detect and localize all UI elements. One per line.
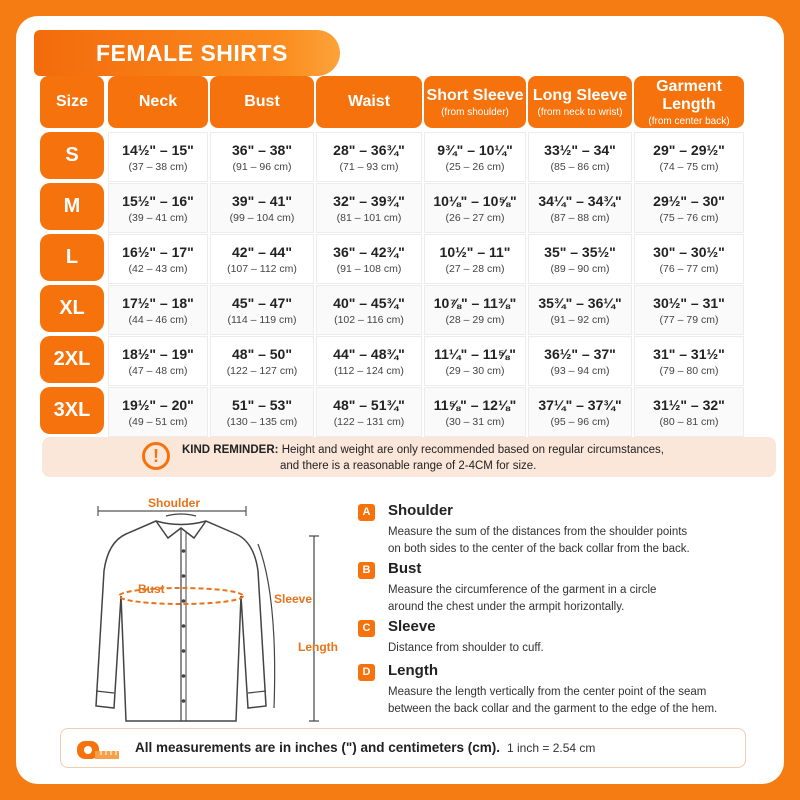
conversion-note: 1 inch = 2.54 cm	[507, 741, 596, 755]
table-cell	[210, 387, 314, 437]
cell-inches: 32" – 39¾"	[333, 192, 405, 209]
column-header	[634, 76, 744, 128]
column-header-label: Garment Length	[656, 77, 722, 113]
column-header	[424, 76, 526, 128]
guide-badge: A	[358, 504, 375, 521]
size-label: M	[40, 183, 104, 230]
table-cell	[316, 285, 422, 335]
column-header-label: Size	[55, 93, 88, 110]
table-cell	[108, 285, 208, 335]
table-cell	[210, 285, 314, 335]
guide-badge: D	[358, 664, 375, 681]
cell-centimeters: (93 – 94 cm)	[550, 364, 610, 377]
cell-inches: 11¼" – 11⅝"	[434, 345, 516, 362]
exclamation-icon: !	[142, 442, 170, 470]
column-header	[210, 76, 314, 128]
guide-description-line: Measure the circumference of the garment in a circle	[388, 584, 657, 596]
cell-centimeters: (71 – 93 cm)	[339, 160, 399, 173]
units-statement: All measurements are in inches (") and centimeters (cm).	[135, 740, 501, 755]
table-cell	[424, 285, 526, 335]
cell-inches: 9¾" – 10¼"	[437, 141, 513, 158]
table-cell	[424, 387, 526, 437]
cell-centimeters: (76 – 77 cm)	[659, 262, 719, 275]
cell-centimeters: (81 – 101 cm)	[336, 211, 402, 224]
table-cell	[424, 132, 526, 182]
table-cell	[316, 336, 422, 386]
guide-item	[358, 502, 758, 560]
guide-title: Shoulder	[388, 502, 454, 519]
cell-centimeters: (91 – 96 cm)	[232, 160, 292, 173]
cell-centimeters: (25 – 26 cm)	[445, 160, 505, 173]
guide-description	[388, 684, 758, 718]
cell-inches: 30½" – 31"	[653, 294, 725, 311]
cell-centimeters: (89 – 90 cm)	[550, 262, 610, 275]
table-cell	[424, 336, 526, 386]
cell-centimeters: (47 – 48 cm)	[128, 364, 188, 377]
cell-centimeters: (28 – 29 cm)	[445, 313, 505, 326]
cell-centimeters: (112 – 124 cm)	[334, 364, 404, 377]
cell-centimeters: (49 – 51 cm)	[128, 415, 188, 428]
cell-centimeters: (44 – 46 cm)	[128, 313, 188, 326]
cell-centimeters: (91 – 92 cm)	[550, 313, 610, 326]
guide-title: Bust	[388, 560, 422, 577]
cell-inches: 19½" – 20"	[122, 396, 194, 413]
cell-inches: 36½" – 37"	[544, 345, 616, 362]
guide-title: Length	[388, 662, 438, 679]
cell-centimeters: (80 – 81 cm)	[659, 415, 719, 428]
cell-centimeters: (27 – 28 cm)	[445, 262, 505, 275]
guide-description-line: Distance from shoulder to cuff.	[388, 642, 544, 654]
cell-inches: 31½" – 32"	[653, 396, 725, 413]
table-cell	[108, 387, 208, 437]
guide-description-line: between the back collar and the garment to the edge of the hem.	[388, 703, 718, 715]
table-cell	[316, 387, 422, 437]
cell-inches: 15½" – 16"	[122, 192, 194, 209]
table-cell	[210, 132, 314, 182]
column-header-sub: (from shoulder)	[441, 106, 509, 118]
guide-description	[388, 582, 758, 616]
cell-centimeters: (107 – 112 cm)	[227, 262, 297, 275]
column-header-label: Long Sleeve	[532, 86, 628, 104]
cell-inches: 10⅞" – 11⅜"	[433, 294, 517, 311]
table-cell	[424, 183, 526, 233]
column-header	[40, 76, 104, 128]
cell-inches: 29½" – 30"	[653, 192, 725, 209]
table-cell	[108, 183, 208, 233]
reminder-text	[182, 442, 664, 474]
cell-centimeters: (87 – 88 cm)	[550, 211, 610, 224]
table-cell	[634, 285, 744, 335]
cell-centimeters: (91 – 108 cm)	[336, 262, 402, 275]
cell-centimeters: (122 – 127 cm)	[226, 364, 298, 377]
kind-reminder	[42, 437, 776, 477]
table-cell	[316, 132, 422, 182]
cell-centimeters: (26 – 27 cm)	[445, 211, 505, 224]
cell-centimeters: (39 – 41 cm)	[128, 211, 188, 224]
cell-centimeters: (85 – 86 cm)	[550, 160, 610, 173]
cell-inches: 34¼" – 34¾"	[538, 192, 622, 209]
size-chart-card	[16, 16, 784, 784]
diagram-label-bust: Bust	[138, 582, 165, 596]
cell-centimeters: (30 – 31 cm)	[445, 415, 505, 428]
column-header-label: Bust	[244, 93, 280, 110]
reminder-label: KIND REMINDER:	[182, 444, 279, 456]
table-cell	[424, 234, 526, 284]
table-cell	[634, 183, 744, 233]
cell-inches: 36" – 38"	[232, 141, 292, 158]
guide-title: Sleeve	[388, 618, 436, 635]
diagram-label-sleeve: Sleeve	[274, 592, 313, 606]
cell-inches: 11⅝" – 12⅛"	[433, 396, 517, 413]
guide-description-line: on both sides to the center of the back collar from the back.	[388, 543, 690, 555]
diagram-label-length: Length	[298, 640, 338, 654]
table-cell	[528, 336, 632, 386]
cell-centimeters: (102 – 116 cm)	[334, 313, 404, 326]
cell-inches: 33½" – 34"	[544, 141, 616, 158]
cell-centimeters: (99 – 104 cm)	[229, 211, 295, 224]
cell-inches: 10½" – 11"	[439, 243, 511, 260]
cell-inches: 30" – 30½"	[653, 243, 725, 260]
cell-centimeters: (42 – 43 cm)	[128, 262, 188, 275]
shirt-illustration	[86, 476, 356, 746]
cell-inches: 35¾" – 36¼"	[538, 294, 622, 311]
cell-centimeters: (75 – 76 cm)	[659, 211, 719, 224]
cell-inches: 51" – 53"	[232, 396, 292, 413]
cell-centimeters: (74 – 75 cm)	[659, 160, 719, 173]
size-label: 2XL	[40, 336, 104, 383]
table-cell	[210, 336, 314, 386]
reminder-line1: Height and weight are only recommended based on regular circumstances,	[281, 444, 664, 456]
table-cell	[210, 183, 314, 233]
guide-description-line: Measure the length vertically from the center point of the seam	[388, 686, 707, 698]
size-label: S	[40, 132, 104, 179]
size-label: L	[40, 234, 104, 281]
guide-description-line: Measure the sum of the distances from the shoulder points	[388, 526, 688, 538]
cell-inches: 31" – 31½"	[653, 345, 725, 362]
cell-inches: 14½" – 15"	[122, 141, 194, 158]
table-cell	[528, 183, 632, 233]
table-cell	[634, 387, 744, 437]
guide-description	[388, 640, 758, 657]
page-title: FEMALE SHIRTS	[34, 30, 340, 76]
column-header-label: Waist	[347, 93, 391, 110]
cell-inches: 42" – 44"	[232, 243, 292, 260]
table-cell	[210, 234, 314, 284]
guide-badge: C	[358, 620, 375, 637]
column-header-sub: (from neck to wrist)	[537, 106, 623, 118]
cell-inches: 44" – 48¾"	[333, 345, 405, 362]
cell-inches: 35" – 35½"	[544, 243, 616, 260]
cell-centimeters: (122 – 131 cm)	[333, 415, 405, 428]
cell-inches: 48" – 50"	[232, 345, 292, 362]
diagram-label-shoulder: Shoulder	[148, 496, 201, 510]
table-cell	[634, 234, 744, 284]
cell-centimeters: (37 – 38 cm)	[128, 160, 188, 173]
guide-item	[358, 618, 758, 662]
table-cell	[634, 336, 744, 386]
column-header-sub: (from center back)	[648, 115, 730, 127]
cell-centimeters: (95 – 96 cm)	[550, 415, 610, 428]
cell-inches: 28" – 36¾"	[333, 141, 405, 158]
units-footer	[60, 728, 746, 768]
cell-centimeters: (77 – 79 cm)	[659, 313, 719, 326]
reminder-line2: and there is a reasonable range of 2-4CM for size.	[280, 460, 537, 472]
table-cell	[528, 285, 632, 335]
cell-inches: 17½" – 18"	[122, 294, 194, 311]
table-cell	[528, 234, 632, 284]
cell-centimeters: (114 – 119 cm)	[227, 313, 297, 326]
guide-badge: B	[358, 562, 375, 579]
cell-inches: 48" – 51¾"	[333, 396, 405, 413]
size-label: XL	[40, 285, 104, 332]
table-cell	[316, 234, 422, 284]
size-label: 3XL	[40, 387, 104, 434]
cell-centimeters: (130 – 135 cm)	[226, 415, 298, 428]
column-header	[528, 76, 632, 128]
table-cell	[316, 183, 422, 233]
cell-inches: 10⅛" – 10⅝"	[433, 192, 517, 209]
shirt-diagram	[86, 476, 356, 746]
table-cell	[108, 336, 208, 386]
column-header-label: Neck	[138, 93, 178, 110]
table-cell	[108, 234, 208, 284]
cell-inches: 29" – 29½"	[653, 141, 725, 158]
column-header-label: Short Sleeve	[426, 86, 524, 104]
guide-item	[358, 560, 758, 618]
cell-inches: 36" – 42¾"	[333, 243, 405, 260]
table-cell	[528, 387, 632, 437]
table-cell	[108, 132, 208, 182]
cell-inches: 37¼" – 37¾"	[538, 396, 622, 413]
measuring-tape-icon	[75, 735, 121, 763]
table-cell	[528, 132, 632, 182]
cell-inches: 45" – 47"	[232, 294, 292, 311]
guide-description-line: around the chest under the armpit horizontally.	[388, 601, 625, 613]
cell-inches: 40" – 45¾"	[333, 294, 405, 311]
guide-description	[388, 524, 758, 558]
cell-inches: 39" – 41"	[232, 192, 292, 209]
guide-item	[358, 662, 758, 720]
table-cell	[634, 132, 744, 182]
column-header	[316, 76, 422, 128]
cell-centimeters: (79 – 80 cm)	[659, 364, 719, 377]
cell-inches: 16½" – 17"	[122, 243, 194, 260]
cell-centimeters: (29 – 30 cm)	[445, 364, 505, 377]
cell-inches: 18½" – 19"	[122, 345, 194, 362]
measurement-guide	[358, 502, 758, 720]
column-header	[108, 76, 208, 128]
